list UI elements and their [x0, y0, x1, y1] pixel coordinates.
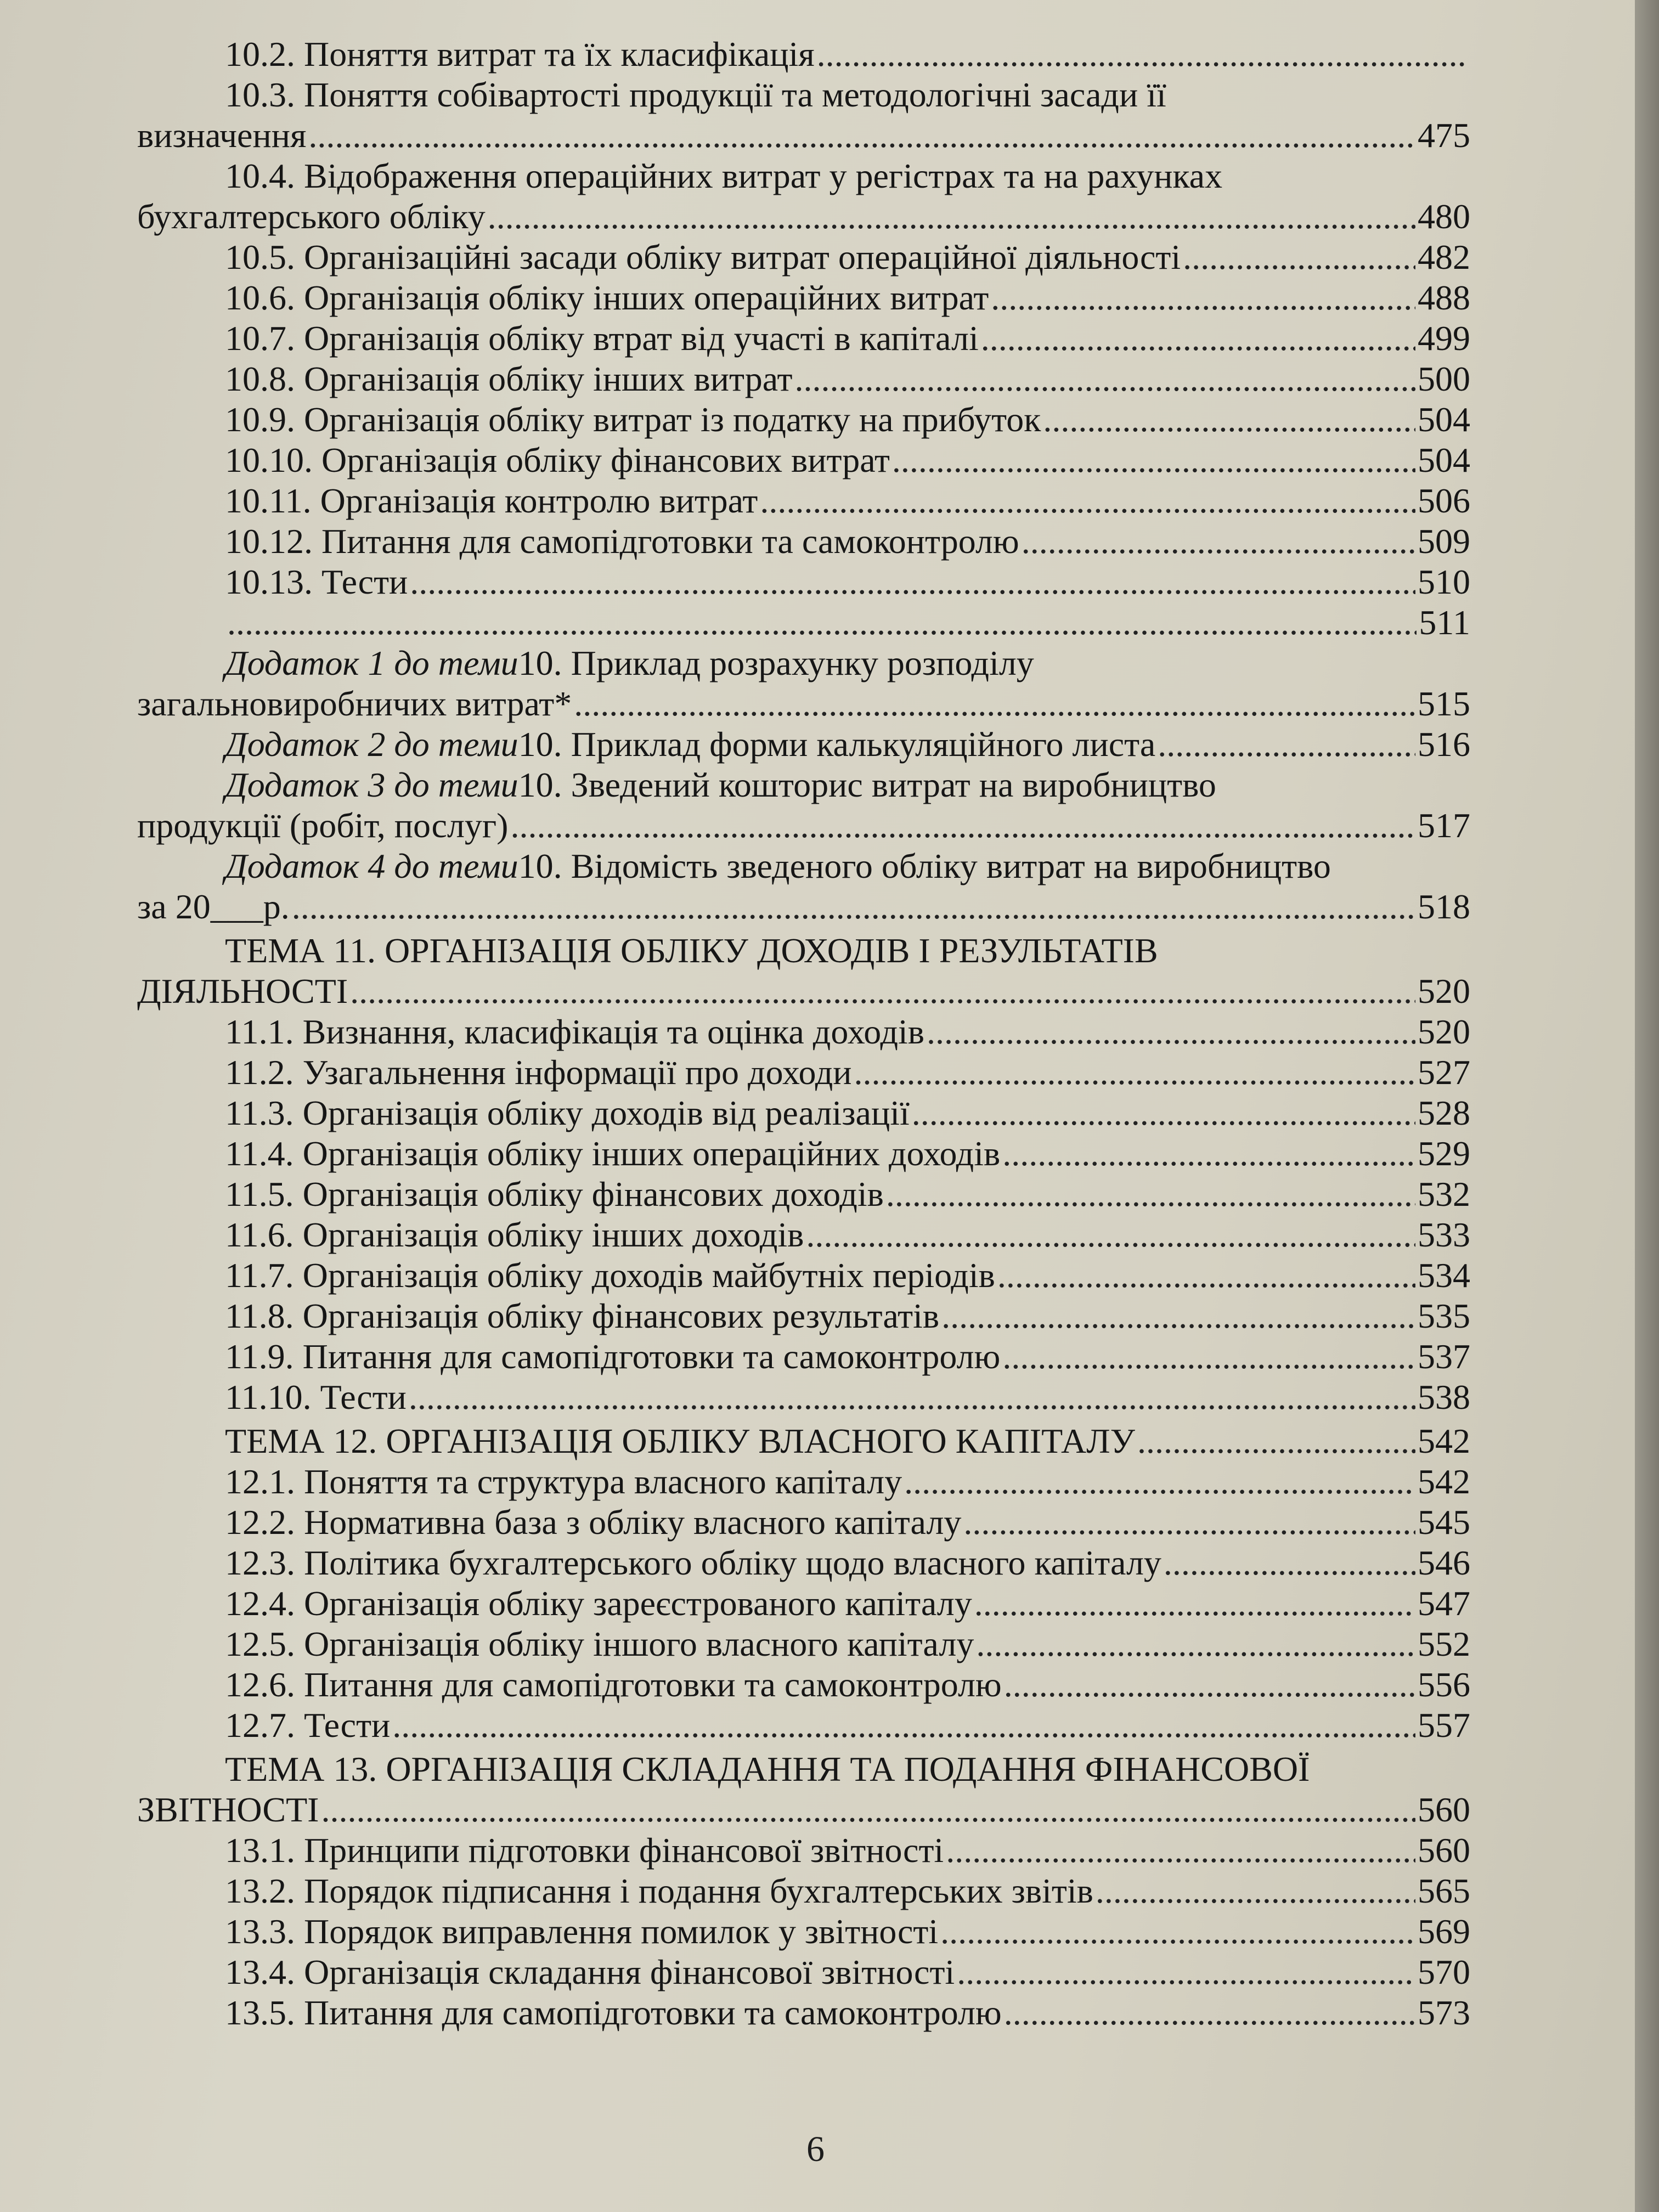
- dot-leader: [1183, 237, 1415, 278]
- dot-leader: [981, 318, 1415, 359]
- dot-leader: [1164, 1543, 1415, 1583]
- toc-entry-continuation: [137, 115, 1470, 156]
- toc-entry: [137, 318, 1470, 359]
- toc-entry: [137, 1543, 1470, 1583]
- dot-leader: [912, 1093, 1415, 1133]
- toc-entry: [137, 481, 1470, 521]
- dot-leader: [1158, 724, 1415, 765]
- toc-entry: [137, 359, 1470, 399]
- entry-text: 11.2. Узагальнення інформації про доходи: [225, 1053, 852, 1092]
- entry-text: ТЕМА 13. ОРГАНІЗАЦІЯ СКЛАДАННЯ ТА ПОДАННЯ ФІНАНСОВОЇ: [225, 1750, 1310, 1788]
- dot-leader: [1002, 1133, 1415, 1174]
- entry-text: бухгалтерського обліку: [137, 197, 486, 236]
- toc-entry: [137, 278, 1470, 318]
- entry-text: 11.3. Організація обліку доходів від реалізації: [225, 1093, 910, 1132]
- dot-leader: [794, 359, 1415, 399]
- entry-text: 11.5. Організація обліку фінансових доходів: [225, 1175, 884, 1214]
- theme-heading: [137, 1749, 1470, 1790]
- page-ref: 517: [1418, 806, 1470, 845]
- dot-leader: [392, 1705, 1415, 1746]
- theme-heading-continuation: [137, 1790, 1470, 1830]
- toc-entry: [137, 1255, 1470, 1296]
- page-ref: 557: [1418, 1706, 1470, 1745]
- dot-leader: [227, 602, 1417, 643]
- dot-leader: [1137, 1421, 1415, 1462]
- dot-leader: [941, 1296, 1415, 1336]
- entry-text: 10.12. Питання для самопідготовки та самоконтролю: [225, 522, 1019, 561]
- entry-text: 13.4. Організація складання фінансової звітності: [225, 1953, 955, 1991]
- page-ref: 529: [1418, 1134, 1470, 1173]
- page-ref: 518: [1418, 887, 1470, 926]
- appendix-entry-continuation: [137, 684, 1470, 724]
- entry-text: 10.2. Поняття витрат та їх класифікація: [225, 35, 815, 74]
- toc-entry: [137, 1462, 1470, 1502]
- entry-text: 10. Приклад розрахунку розподілу: [518, 644, 1034, 682]
- appendix-entry: [137, 846, 1470, 887]
- dot-leader: [510, 805, 1415, 846]
- toc-entry: [137, 1624, 1470, 1664]
- dot-leader: [974, 1583, 1415, 1624]
- toc-entry: [137, 1052, 1470, 1093]
- entry-text: 10.7. Організація обліку втрат від участі в капіталі: [225, 319, 979, 358]
- page-ref: 545: [1418, 1503, 1470, 1542]
- entry-text: 11.7. Організація обліку доходів майбутніх періодів: [225, 1256, 995, 1295]
- dot-leader: [350, 971, 1415, 1012]
- page-ref: 511: [1419, 603, 1470, 642]
- page-ref: 573: [1418, 1993, 1470, 2032]
- page-ref: 509: [1418, 522, 1470, 561]
- toc-entry: [137, 562, 1470, 602]
- toc-entry-continuation: [137, 196, 1470, 237]
- entry-text: 12.3. Політика бухгалтерського обліку щодо власного капіталу: [225, 1543, 1161, 1582]
- entry-text: 10. Зведений кошторис витрат на виробництво: [518, 765, 1216, 804]
- entry-text: 10.3. Поняття собівартості продукції та методологічні засади її: [225, 75, 1166, 114]
- page-ref: 504: [1418, 441, 1470, 479]
- entry-text: 11.8. Організація обліку фінансових результатів: [225, 1296, 940, 1335]
- toc-entry: [137, 1093, 1470, 1133]
- dot-leader: [1004, 1993, 1415, 2033]
- toc-entry: [137, 237, 1470, 278]
- entry-text: Додаток 1 до теми: [225, 644, 518, 682]
- dot-leader: [488, 196, 1415, 237]
- page-ref: 500: [1418, 359, 1470, 398]
- toc-entry: [137, 1336, 1470, 1377]
- dot-leader: [1022, 521, 1415, 562]
- entry-text: Додаток 4 до теми: [225, 847, 518, 885]
- page-ref: 569: [1418, 1912, 1470, 1951]
- dot-leader: [892, 440, 1415, 481]
- entry-text: 10.4. Відображення операційних витрат у регістрах та на рахунках: [225, 156, 1223, 195]
- entry-text: 12.2. Нормативна база з обліку власного капіталу: [225, 1503, 962, 1542]
- page-ref: 547: [1418, 1584, 1470, 1623]
- page-ref: 520: [1418, 972, 1470, 1011]
- page-ref: 532: [1418, 1175, 1470, 1214]
- dot-leader: [904, 1462, 1415, 1502]
- entry-text: ДІЯЛЬНОСТІ: [137, 972, 348, 1011]
- toc-entry: [137, 156, 1470, 196]
- entry-text: 13.5. Питання для самопідготовки та самоконтролю: [225, 1993, 1002, 2032]
- facing-page-edge: [1635, 0, 1659, 2212]
- toc-entry: [137, 1952, 1470, 1993]
- dot-leader: [410, 562, 1415, 602]
- entry-text: ЗВІТНОСТІ: [137, 1790, 319, 1829]
- entry-text: 10.8. Організація обліку інших витрат: [225, 359, 793, 398]
- dot-leader: [760, 481, 1415, 521]
- dot-leader: [940, 1911, 1415, 1952]
- entry-text: Додаток 2 до теми: [225, 725, 518, 764]
- entry-text: Додаток 3 до теми: [225, 765, 518, 804]
- entry-text: 11.4. Організація обліку інших операційних доходів: [225, 1134, 1001, 1173]
- entry-text: 13.3. Порядок виправлення помилок у звітності: [225, 1912, 939, 1951]
- toc-entry: [137, 1993, 1470, 2033]
- entry-text: 11.9. Питання для самопідготовки та самоконтролю: [225, 1337, 1001, 1376]
- entry-text: продукції (робіт, послуг): [137, 806, 509, 845]
- dot-leader: [991, 278, 1415, 318]
- page-ref: 527: [1418, 1053, 1470, 1092]
- dot-leader: [1096, 1871, 1415, 1911]
- page-ref: 534: [1418, 1256, 1470, 1295]
- dot-leader: [927, 1012, 1415, 1052]
- page-ref: 565: [1418, 1871, 1470, 1910]
- page-ref: 504: [1418, 400, 1470, 439]
- entry-text: 10.6. Організація обліку інших операційних витрат: [225, 278, 989, 317]
- toc-entry: [137, 1174, 1470, 1215]
- dot-leader: [817, 34, 1468, 75]
- entry-text: 12.6. Питання для самопідготовки та самоконтролю: [225, 1665, 1002, 1704]
- page-number: 6: [806, 2129, 825, 2169]
- entry-text: 13.2. Порядок підписання і подання бухгалтерських звітів: [225, 1871, 1093, 1910]
- theme-heading: [137, 1421, 1470, 1462]
- entry-text: 10. Відомість зведеного обліку витрат на виробництво: [518, 847, 1331, 885]
- toc-entry: [137, 440, 1470, 481]
- page-ref: 506: [1418, 481, 1470, 520]
- page-ref: 488: [1418, 278, 1470, 317]
- dot-leader: [1043, 399, 1415, 440]
- page-ref: 533: [1418, 1215, 1470, 1254]
- table-of-contents: [137, 34, 1470, 2033]
- dot-leader: [308, 115, 1415, 156]
- entry-text: 11.1. Визнання, класифікація та оцінка доходів: [225, 1012, 924, 1051]
- toc-entry: [137, 1583, 1470, 1624]
- page-ref: 510: [1418, 562, 1470, 601]
- appendix-entry-continuation: [137, 887, 1470, 927]
- appendix-entry: [137, 765, 1470, 805]
- dot-leader: [976, 1624, 1415, 1664]
- dot-leader: [574, 684, 1415, 724]
- toc-entry: [137, 1830, 1470, 1871]
- entry-text: 12.7. Тести: [225, 1706, 391, 1745]
- entry-text: ТЕМА 11. ОРГАНІЗАЦІЯ ОБЛІКУ ДОХОДІВ І РЕЗУЛЬТАТІВ: [225, 931, 1158, 970]
- toc-entry: [137, 1664, 1470, 1705]
- dot-leader: [1004, 1664, 1415, 1705]
- entry-text: загальновиробничих витрат*: [137, 684, 572, 723]
- appendix-entry-continuation: [137, 805, 1470, 846]
- entry-text: ТЕМА 12. ОРГАНІЗАЦІЯ ОБЛІКУ ВЛАСНОГО КАПІТАЛУ: [225, 1421, 1135, 1460]
- dot-leader: [963, 1502, 1415, 1543]
- toc-entry: [137, 1911, 1470, 1952]
- toc-entry: [137, 1377, 1470, 1418]
- toc-entry: [137, 1296, 1470, 1336]
- dot-leader: [957, 1952, 1415, 1993]
- toc-entry: [137, 1705, 1470, 1746]
- entry-text: 12.4. Організація обліку зареєстрованого капіталу: [225, 1584, 972, 1623]
- toc-entry: [137, 1012, 1470, 1052]
- toc-entry: [137, 75, 1470, 115]
- page-ref: 499: [1418, 319, 1470, 358]
- appendix-entry: [137, 724, 1470, 765]
- entry-text: 10. Приклад форми калькуляційного листа: [518, 725, 1156, 764]
- toc-entry: [137, 602, 1470, 643]
- entry-text: визначення: [137, 116, 307, 155]
- page-ref: 570: [1418, 1953, 1470, 1991]
- entry-text: 11.6. Організація обліку інших доходів: [225, 1215, 804, 1254]
- entry-text: 10.11. Організація контролю витрат: [225, 481, 758, 520]
- page-ref: 520: [1418, 1012, 1470, 1051]
- page-ref: 480: [1418, 197, 1470, 236]
- toc-entry: [137, 1133, 1470, 1174]
- toc-entry: [137, 1215, 1470, 1255]
- dot-leader: [946, 1830, 1415, 1871]
- entry-text: за 20___р.: [137, 887, 290, 926]
- entry-text: 10.13. Тести: [225, 562, 408, 601]
- dot-leader: [854, 1052, 1416, 1093]
- entry-text: 12.1. Поняття та структура власного капіталу: [225, 1462, 902, 1501]
- entry-text: 10.9. Організація обліку витрат із податку на прибуток: [225, 400, 1041, 439]
- theme-heading-continuation: [137, 971, 1470, 1012]
- dot-leader: [409, 1377, 1415, 1418]
- entry-text: 10.5. Організаційні засади обліку витрат операційної діяльності: [225, 238, 1181, 276]
- entry-text: 12.5. Організація обліку іншого власного капіталу: [225, 1624, 974, 1663]
- dot-leader: [886, 1174, 1415, 1215]
- page-ref: 556: [1418, 1665, 1470, 1704]
- entry-text: 13.1. Принципи підготовки фінансової звітності: [225, 1831, 944, 1870]
- page-ref: 546: [1418, 1543, 1470, 1582]
- page-ref: 538: [1418, 1378, 1470, 1417]
- page-ref: 482: [1418, 238, 1470, 276]
- toc-entry: [137, 1871, 1470, 1911]
- toc-entry: [137, 34, 1470, 75]
- entry-text: 10.10. Організація обліку фінансових витрат: [225, 441, 890, 479]
- entry-text: 11.10. Тести: [225, 1378, 407, 1417]
- page-ref: 528: [1418, 1093, 1470, 1132]
- page-ref: 560: [1418, 1790, 1470, 1829]
- dot-leader: [292, 887, 1415, 927]
- appendix-entry: [137, 643, 1470, 684]
- dot-leader: [321, 1790, 1415, 1830]
- page-ref: 537: [1418, 1337, 1470, 1376]
- dot-leader: [1002, 1336, 1415, 1377]
- page-ref: 560: [1418, 1831, 1470, 1870]
- page-ref: 552: [1418, 1624, 1470, 1663]
- page-ref: 516: [1418, 725, 1470, 764]
- page-ref: 515: [1418, 684, 1470, 723]
- page-ref: 542: [1418, 1462, 1470, 1501]
- toc-entry: [137, 1502, 1470, 1543]
- dot-leader: [806, 1215, 1415, 1255]
- page-ref: 535: [1418, 1296, 1470, 1335]
- toc-entry: [137, 521, 1470, 562]
- page-ref: 542: [1418, 1421, 1470, 1460]
- page-ref: 475: [1418, 116, 1470, 155]
- toc-entry: [137, 399, 1470, 440]
- dot-leader: [997, 1255, 1415, 1296]
- theme-heading: [137, 930, 1470, 971]
